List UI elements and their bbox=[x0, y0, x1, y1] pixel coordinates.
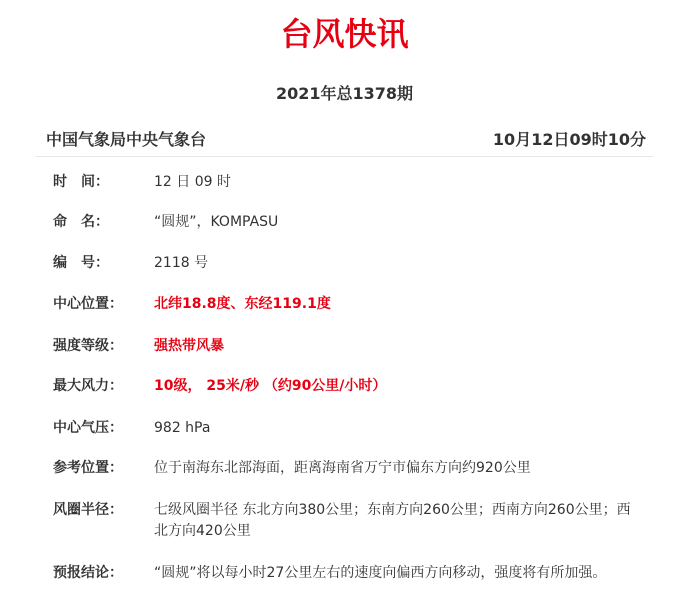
row-value: 10级， 25米/秒 （约90公里/小时） bbox=[154, 378, 387, 394]
row-label: 编 号： bbox=[53, 255, 109, 271]
row-value: 2118 号 bbox=[154, 255, 209, 271]
row-label: 参考位置： bbox=[53, 460, 123, 476]
row-label: 中心气压： bbox=[53, 420, 123, 436]
row-label: 最大风力： bbox=[53, 378, 123, 394]
row-label: 强度等级： bbox=[53, 338, 123, 354]
row-value: 982 hPa bbox=[154, 420, 211, 436]
row-value: 强热带风暴 bbox=[154, 338, 224, 354]
row-label: 中心位置： bbox=[53, 296, 123, 312]
row-value: “圆规”，KOMPASU bbox=[154, 214, 279, 230]
row-value: 七级风圈半径 东北方向380公里；东南方向260公里；西南方向260公里；西北方向420公里 bbox=[154, 502, 631, 539]
row-label: 预报结论： bbox=[53, 565, 123, 581]
issue-datetime: 10月12日09时10分 bbox=[492, 130, 646, 149]
issue-number: 2021年总1378期 bbox=[275, 84, 414, 103]
page-title: 台风快讯 bbox=[280, 15, 409, 53]
row-value: 北纬18.8度、东经119.1度 bbox=[154, 296, 331, 312]
row-label: 时 间： bbox=[53, 174, 109, 190]
row-value: 位于南海东北部海面，距离海南省万宁市偏东方向约920公里 bbox=[154, 460, 531, 476]
row-value: 12 日 09 时 bbox=[154, 174, 231, 190]
row-value: “圆规”将以每小时27公里左右的速度向偏西方向移动，强度将有所加强。 bbox=[154, 565, 607, 581]
agency-name: 中国气象局中央气象台 bbox=[46, 130, 207, 149]
source-header bbox=[46, 126, 646, 154]
divider bbox=[36, 156, 653, 157]
row-label: 命 名： bbox=[53, 214, 109, 230]
row-label: 风圈半径： bbox=[53, 502, 123, 518]
